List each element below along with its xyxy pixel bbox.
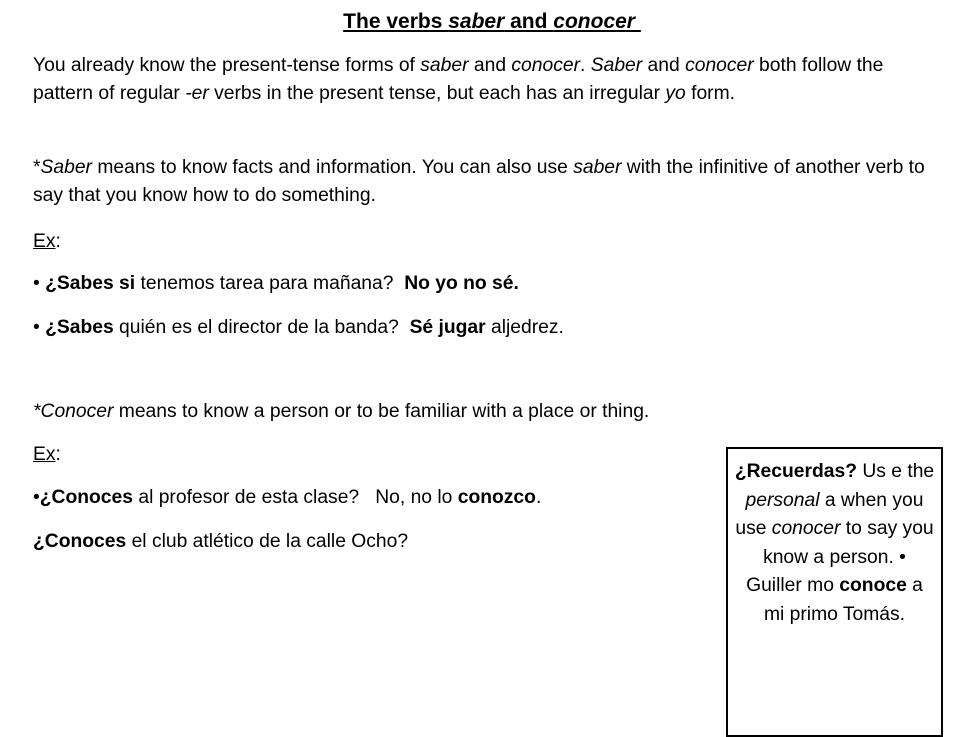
conocer-def-text: means to know a person or to be familiar with a place or thing. bbox=[113, 401, 650, 422]
callout-text-1: Us e the bbox=[856, 461, 935, 482]
saber-def-saber: Saber bbox=[40, 157, 92, 178]
line-4-text: el club atlético de la calle Ocho? bbox=[126, 531, 409, 552]
bullet-2-text: quién es el director de la banda? bbox=[113, 317, 410, 338]
intro-text-7: form. bbox=[685, 83, 736, 104]
bullet-1-question-mark: ¿ bbox=[45, 273, 57, 294]
callout-text-3: to say you know a person. • Guiller mo bbox=[746, 518, 934, 596]
ex-label-2: Ex bbox=[33, 444, 56, 465]
intro-text-2: and bbox=[468, 55, 512, 76]
bullet-2-sabes: Sabes bbox=[56, 317, 114, 338]
saber-def-star: * bbox=[33, 157, 41, 178]
bullet-2-question-mark: ¿ bbox=[45, 317, 57, 338]
intro-conocer: conocer bbox=[511, 55, 581, 76]
saber-def-text-2: with the infinitive of another verb to say that you know how to do something. bbox=[33, 157, 925, 206]
intro-text-4: and bbox=[642, 55, 686, 76]
title-part1: The verbs bbox=[343, 10, 449, 33]
callout-text-2: a when you use bbox=[735, 489, 924, 539]
bullet-2-marker: • bbox=[33, 317, 46, 338]
bullet-1-text: tenemos tarea para mañana? bbox=[135, 273, 405, 294]
intro-er: -er bbox=[185, 83, 209, 104]
bullet-3-marker: • bbox=[33, 487, 40, 508]
saber-def-saber-2: saber bbox=[573, 157, 622, 178]
saber-definition bbox=[33, 154, 943, 210]
callout-recuerdas: ¿Recuerdas? bbox=[734, 461, 857, 482]
intro-text-6: verbs in the present tense, but each has an irregular bbox=[208, 83, 666, 104]
saber-def-text-1: means to know facts and information. You can also use bbox=[91, 157, 574, 178]
conocer-def-conocer: Conocer bbox=[40, 401, 114, 422]
intro-conocer-2: conocer bbox=[685, 55, 754, 76]
example-label-1 bbox=[33, 228, 943, 256]
bullet-3-conoces: Conoces bbox=[51, 487, 133, 508]
line-4-question-mark: ¿ bbox=[33, 531, 45, 552]
ex-label-1: Ex bbox=[33, 231, 56, 252]
intro-text-5: both follow the pattern of regular bbox=[33, 55, 884, 104]
bullet-2-se-jugar: Sé jugar bbox=[409, 317, 486, 338]
intro-text-3: . bbox=[580, 55, 591, 76]
intro-saber-cap: Saber bbox=[590, 55, 643, 76]
intro-saber: saber bbox=[420, 55, 469, 76]
callout-personal: personal bbox=[745, 489, 820, 511]
example-bullet-2 bbox=[33, 314, 943, 342]
bullet-1-answer: No yo no sé. bbox=[404, 273, 519, 294]
bullet-2-end: aljedrez. bbox=[485, 317, 564, 338]
intro-text-1: You already know the present-tense forms of bbox=[33, 55, 421, 76]
title-conocer: conocer bbox=[553, 10, 635, 33]
bullet-3-conozco: conozco bbox=[457, 487, 536, 508]
bullet-1-marker: • bbox=[33, 273, 46, 294]
bullet-3-question-mark: ¿ bbox=[39, 487, 52, 508]
example-bullet-1 bbox=[33, 270, 943, 298]
bullet-1-sabes-si: Sabes si bbox=[56, 273, 136, 294]
title-trail bbox=[635, 10, 641, 33]
ex-colon-2: : bbox=[55, 444, 61, 465]
conocer-def-star: * bbox=[33, 401, 41, 422]
callout-text-4: a mi primo Tomás. bbox=[763, 575, 923, 625]
callout-conoce: conoce bbox=[839, 575, 907, 596]
ex-colon-1: : bbox=[55, 231, 61, 252]
line-4-conoces: Conoces bbox=[44, 531, 127, 552]
callout-conocer: conocer bbox=[771, 518, 841, 539]
conocer-definition bbox=[33, 398, 943, 426]
intro-yo: yo bbox=[665, 83, 686, 104]
title-and: and bbox=[504, 10, 554, 33]
bullet-3-text: al profesor de esta clase? No, no lo bbox=[132, 487, 458, 508]
title-saber: saber bbox=[448, 10, 505, 33]
bullet-3-end: . bbox=[535, 487, 542, 508]
page-title bbox=[0, 8, 960, 36]
title-underlined bbox=[343, 10, 641, 33]
recuerdas-callout-box bbox=[726, 447, 943, 737]
intro-paragraph bbox=[33, 52, 943, 108]
